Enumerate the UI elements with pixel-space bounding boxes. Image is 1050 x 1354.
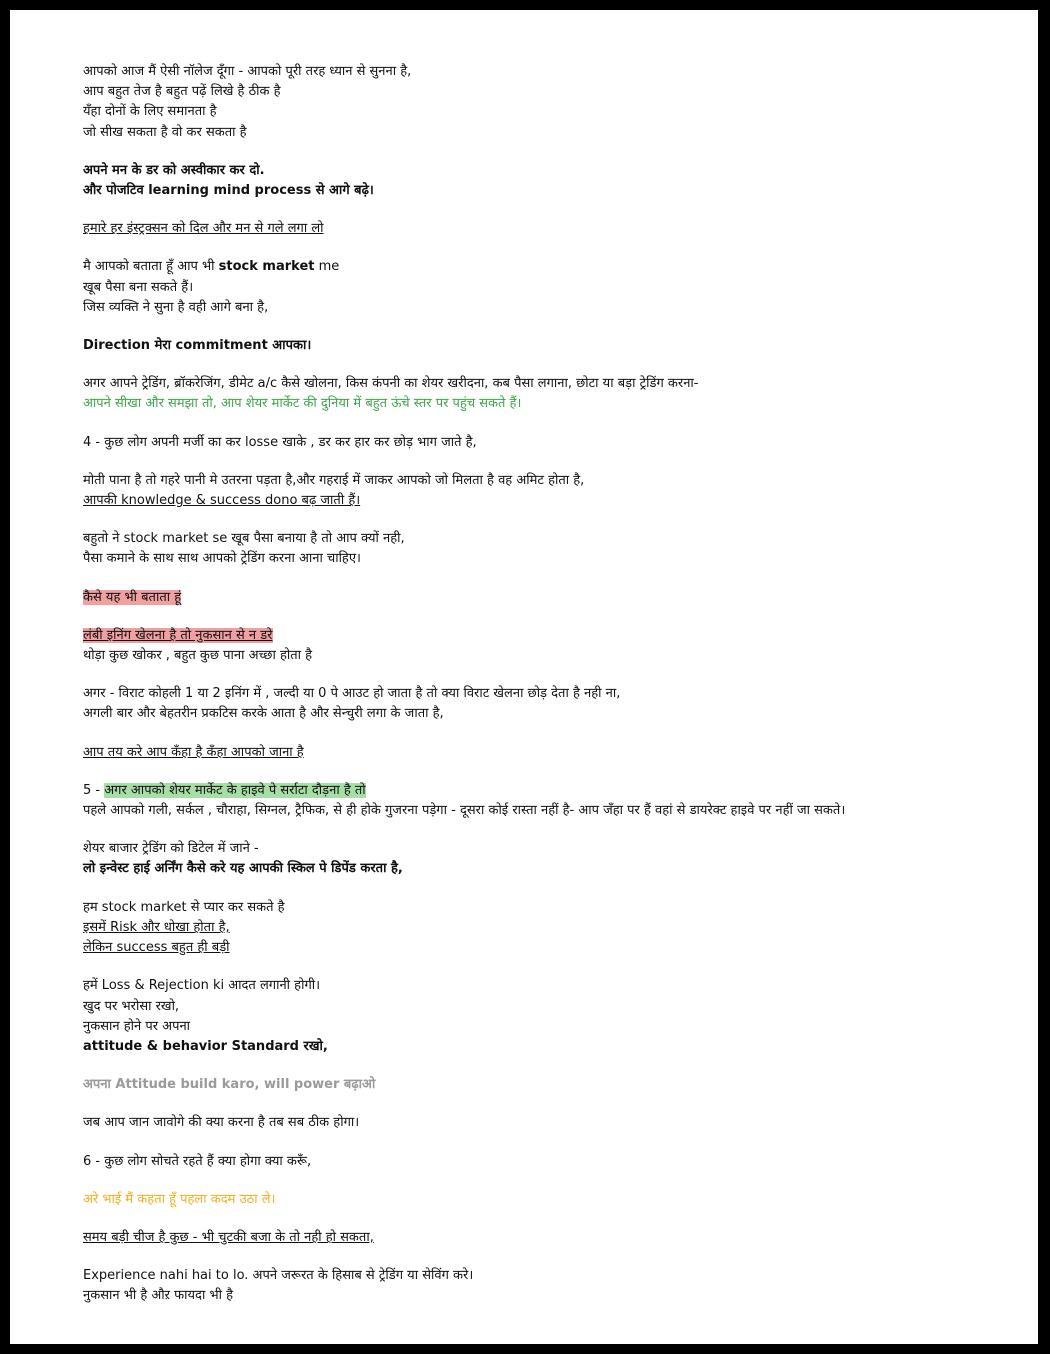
virat-paragraph xyxy=(83,684,983,724)
underlined-line: लेकिन success बहुत ही बड़ी xyxy=(83,940,230,956)
text-line: हम stock market से प्यार कर सकते है xyxy=(83,899,285,915)
text-line: थोड़ा कुछ खोकर , बहुत कुछ पाना अच्छा होता है xyxy=(83,648,313,664)
long-innings-paragraph xyxy=(83,626,983,666)
text-line: अगर आपने ट्रेडिंग, ब्रॉकरेजिंग, डीमेट a/c कैसे खोलना, किस कंपनी का शेयर खरीदना, कब पैसा लगाना, छोटा या बड़ा ट्रेडिंग करना- xyxy=(83,376,699,392)
pearl-paragraph xyxy=(83,471,983,511)
text-line: नुकसान होने पर अपना xyxy=(83,1018,191,1034)
text-line: अपने मन के डर को अस्वीकार कर दो. xyxy=(83,162,265,178)
text-line: खुद पर भरोसा रखो, xyxy=(83,998,180,1014)
intro-paragraph xyxy=(83,62,983,143)
experience-paragraph xyxy=(83,1266,983,1306)
trading-paragraph xyxy=(83,374,983,414)
text-line: मोती पाना है तो गहरे पानी मे उतरना पड़ता है,और गहराई में जाकर आपको जो मिलता है वह अमिट होता है, xyxy=(83,472,585,488)
point-6-line: 6 - कुछ लोग सोचते रहते हैं क्या होगा क्या करूँ, xyxy=(83,1153,312,1169)
text-line: शेयर बाजार ट्रेडिंग को डिटेल में जाने - xyxy=(83,841,259,857)
money-paragraph xyxy=(83,529,983,569)
highlighted-line: लंबी इनिंग खेलना है तो नुकसान से न डरे xyxy=(83,627,273,643)
text-line: यँहा दोनों के लिए समानता है xyxy=(83,104,217,120)
point-4-line: 4 - कुछ लोग अपनी मर्जी का कर losse खाके , डर कर हार कर छोड़ भाग जाते है, xyxy=(83,434,477,450)
text-line: अगर - विराट कोहली 1 या 2 इनिंग में , जल्दी या 0 पे आउट हो जाता है तो क्या विराट खेलना छोड़ देता है नही ना, xyxy=(83,686,621,702)
text-line: आपको आज मैं ऐसी नॉलेज दूँगा - आपको पूरी तरह ध्यान से सुनना है, xyxy=(83,64,412,79)
text-line: जिस व्यक्ति ने सुना है वही आगे बना है, xyxy=(83,299,269,315)
stock-market-paragraph xyxy=(83,257,983,318)
text-line: हमें Loss & Rejection ki आदत लगानी होगी। xyxy=(83,978,321,994)
text-line: मै आपको बताता हूँ आप भी stock market me xyxy=(83,259,340,275)
text-line: आप बहुत तेज है बहुत पढ़ें लिखे है ठीक है xyxy=(83,84,281,100)
text-line: खूब पैसा बना सकते हैं। xyxy=(83,279,194,295)
document-page xyxy=(10,10,1038,1344)
underlined-line: समय बड़ी चीज है कुछ - भी चुटकी बजा के तो नही हो सकता, xyxy=(83,1229,374,1245)
loss-paragraph xyxy=(83,976,983,1057)
text-line: पहले आपको गली, सर्कल , चौराहा, सिग्नल, ट्रैफिक, से ही होके गुजरना पड़ेगा - दूसरा कोई रास्ता नहीं है- आप जँहा पर हैं वहां से डायरेक्ट हाइवे पर नहीं जा सकते। xyxy=(83,803,846,819)
love-paragraph xyxy=(83,898,983,959)
text-line: पैसा कमाने के साथ साथ आपको ट्रेडिंग करना आना चाहिए। xyxy=(83,551,361,567)
text-line: अगली बार और बेहतरीन प्रकटिस करके आता है और सेन्चुरी लगा के जाता है, xyxy=(83,706,444,722)
bold-paragraph xyxy=(83,161,983,201)
underlined-line: आपकी knowledge & success dono बढ़ जाती हैं। xyxy=(83,493,361,509)
detail-paragraph xyxy=(83,839,983,879)
text-line: attitude & behavior Standard रखो, xyxy=(83,1038,328,1054)
text-line: बहुतो ने stock market se खूब पैसा बनाया है तो आप क्यों नही, xyxy=(83,531,405,547)
green-text-line: आपने सीखा और समझा तो, आप शेयर मार्केट की दुनिया में बहुत ऊंचे स्तर पर पहुंच सकते हैं। xyxy=(83,396,522,412)
direction-line: Direction मेरा commitment आपका। xyxy=(83,338,312,354)
highlighted-line: कैसे यह भी बताता हूं xyxy=(83,589,182,605)
document-body xyxy=(83,62,983,1307)
underlined-line: इसमें Risk और धोखा होता है, xyxy=(83,919,230,935)
text-line: 5 - अगर आपको शेयर मार्केट के हाइवे पे सर्राटा दौड़ना है तो xyxy=(83,782,366,798)
text-line: लो इन्वेस्ट हाई अर्निंग कैसे करे यह आपकी स्किल पे डिपेंड करता है, xyxy=(83,861,403,877)
underlined-line: हमारे हर इंस्ट्रक्सन को दिल और मन से गले लगा लो xyxy=(83,221,324,237)
text-line: नुकसान भी है औऱ फायदा भी है xyxy=(83,1288,233,1304)
point-5-paragraph xyxy=(83,781,983,821)
text-line: जो सीख सकता है वो कर सकता है xyxy=(83,124,247,140)
text-line: और पोजटिव learning mind process से आगे बढ़े। xyxy=(83,183,374,199)
text-line: जब आप जान जावोगे की क्या करना है तब सब ठीक होगा। xyxy=(83,1115,360,1131)
text-line: Experience nahi hai to lo. अपने जरूरत के हिसाब से ट्रेडिंग या सेविंग करे। xyxy=(83,1268,474,1284)
grey-line: अपना Attitude build karo, will power बढ़ाओ xyxy=(83,1077,376,1093)
orange-line: अरे भाई मैं कहता हूँ पहला कदम उठा ले। xyxy=(83,1191,276,1207)
underlined-line: आप तय करे आप कँहा है कँहा आपको जाना है xyxy=(83,744,304,760)
